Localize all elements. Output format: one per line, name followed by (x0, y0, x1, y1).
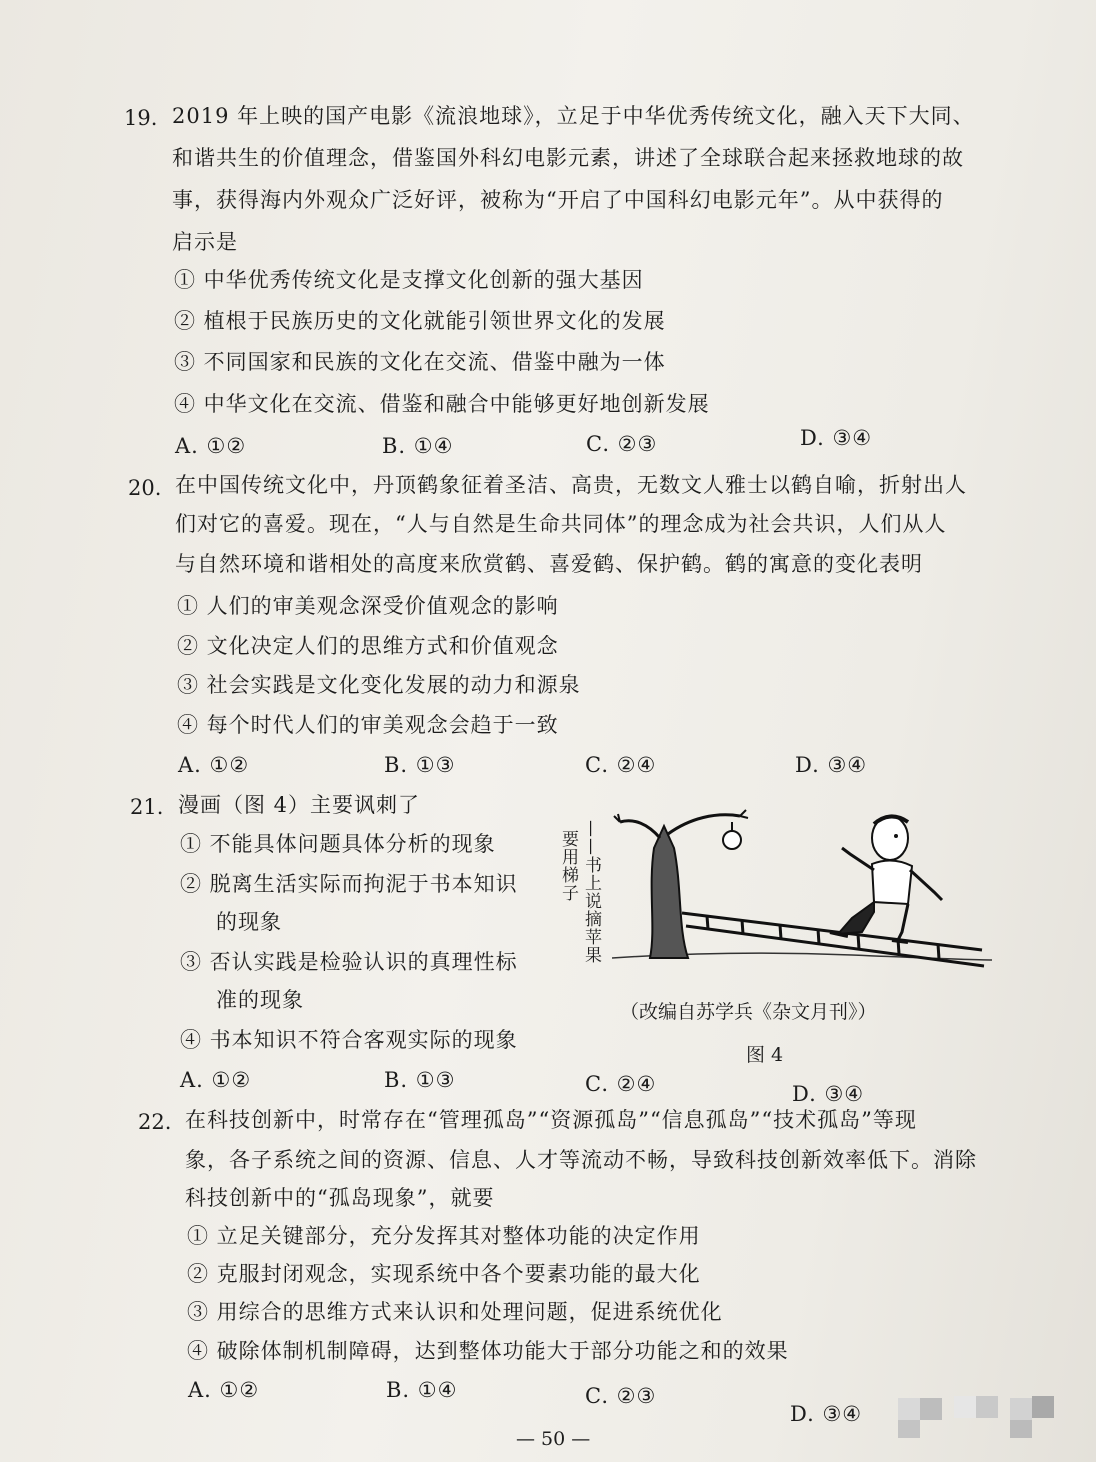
statement-item: ③ 否认实践是检验认识的真理性标 (180, 950, 518, 974)
figure-label: 图 4 (746, 1044, 784, 1066)
question-number: 19. (124, 106, 158, 130)
answer-choice: B. ①③ (384, 1068, 456, 1092)
statement-item: ② 文化决定人们的思维方式和价值观念 (177, 634, 559, 658)
question-stem-line: 象，各子系统之间的资源、信息、人才等流动不畅，导致科技创新效率低下。消除 (185, 1148, 977, 1172)
answer-choice: D. ③④ (795, 753, 868, 777)
statement-item: ③ 社会实践是文化变化发展的动力和源泉 (177, 673, 581, 697)
apple-icon (723, 831, 741, 849)
torso (872, 860, 912, 904)
answer-choice: B. ①③ (384, 753, 456, 777)
question-stem-line: 在科技创新中，时常存在“管理孤岛”“资源孤岛”“信息孤岛”“技术孤岛”等现 (185, 1108, 917, 1132)
tree-trunk (650, 826, 688, 958)
answer-choice: A. ①② (175, 434, 247, 458)
question-stem-line: 们对它的喜爱。现在，“人与自然是生命共同体”的理念成为社会共识，人们从人 (175, 512, 947, 536)
question-number: 21. (130, 795, 164, 819)
answer-choice: D. ③④ (800, 426, 873, 450)
answer-choice: C. ②④ (585, 1072, 657, 1096)
question-stem-line: 漫画（图 4）主要讽刺了 (178, 793, 421, 817)
answer-choice: B. ①④ (386, 1378, 458, 1402)
question-stem-line: 科技创新中的“孤岛现象”，就要 (185, 1186, 495, 1210)
statement-item: ② 克服封闭观念，实现系统中各个要素功能的最大化 (187, 1262, 701, 1286)
tree-branch (620, 821, 660, 838)
question-stem-line: 和谐共生的价值理念，借鉴国外科幻电影元素，讲述了全球联合起来拯救地球的故 (172, 146, 964, 170)
man-figure (830, 816, 942, 942)
answer-choice: C. ②③ (585, 1384, 657, 1408)
answer-choice: D. ③④ (792, 1082, 865, 1106)
question-number: 22. (138, 1110, 172, 1134)
statement-item: ① 立足关键部分，充分发挥其对整体功能的决定作用 (187, 1224, 701, 1248)
cartoon-caption-col2: ——书上说摘苹果 (581, 820, 601, 964)
ladder-icon (682, 913, 984, 966)
question-stem-line: 与自然环境和谐相处的高度来欣赏鹤、喜爱鹤、保护鹤。鹤的寓意的变化表明 (175, 552, 923, 576)
question-stem-line: 事，获得海内外观众广泛好评，被称为“开启了中国科幻电影元年”。从中获得的 (172, 188, 944, 212)
answer-choice: A. ①② (188, 1378, 260, 1402)
statement-item: ② 脱离生活实际而拘泥于书本知识 (180, 872, 518, 896)
statement-item: ① 不能具体问题具体分析的现象 (180, 832, 496, 856)
statement-item: ② 植根于民族历史的文化就能引领世界文化的发展 (174, 309, 666, 333)
statement-item: ④ 破除体制机制障碍，达到整体功能大于部分功能之和的效果 (187, 1339, 789, 1363)
statement-item: ① 人们的审美观念深受价值观念的影响 (177, 594, 559, 618)
cartoon-source: （改编自苏学兵《杂文月刊》） (620, 1001, 877, 1023)
answer-choice: B. ①④ (382, 434, 454, 458)
question-stem-line: 2019 年上映的国产电影《流浪地球》，立足于中华优秀传统文化，融入天下大同、 (172, 104, 975, 128)
cartoon-caption-col1: 要用梯子 (558, 830, 578, 902)
statement-item: ④ 中华文化在交流、借鉴和融合中能够更好地创新发展 (174, 392, 710, 416)
statement-item: ④ 每个时代人们的审美观念会趋于一致 (177, 713, 559, 737)
page-number: — 50 — (516, 1428, 591, 1450)
statement-item: ③ 不同国家和民族的文化在交流、借鉴中融为一体 (174, 350, 666, 374)
answer-choice: C. ②④ (585, 753, 657, 777)
statement-item: 的现象 (216, 910, 282, 934)
statement-item: ① 中华优秀传统文化是支撑文化创新的强大基因 (174, 268, 644, 292)
answer-choice: A. ①② (178, 753, 250, 777)
cartoon-illustration (612, 808, 992, 988)
answer-choice: D. ③④ (790, 1402, 863, 1426)
trousers (838, 902, 874, 934)
question-number: 20. (128, 476, 162, 500)
statement-item: 准的现象 (216, 988, 304, 1012)
answer-choice: C. ②③ (586, 432, 658, 456)
statement-item: ③ 用综合的思维方式来认识和处理问题，促进系统优化 (187, 1300, 723, 1324)
statement-item: ④ 书本知识不符合客观实际的现象 (180, 1028, 518, 1052)
question-stem-line: 在中国传统文化中，丹顶鹤象征着圣洁、高贵，无数文人雅士以鹤自喻，折射出人 (175, 473, 967, 497)
answer-choice: A. ①② (180, 1068, 252, 1092)
question-stem-line: 启示是 (172, 230, 238, 254)
